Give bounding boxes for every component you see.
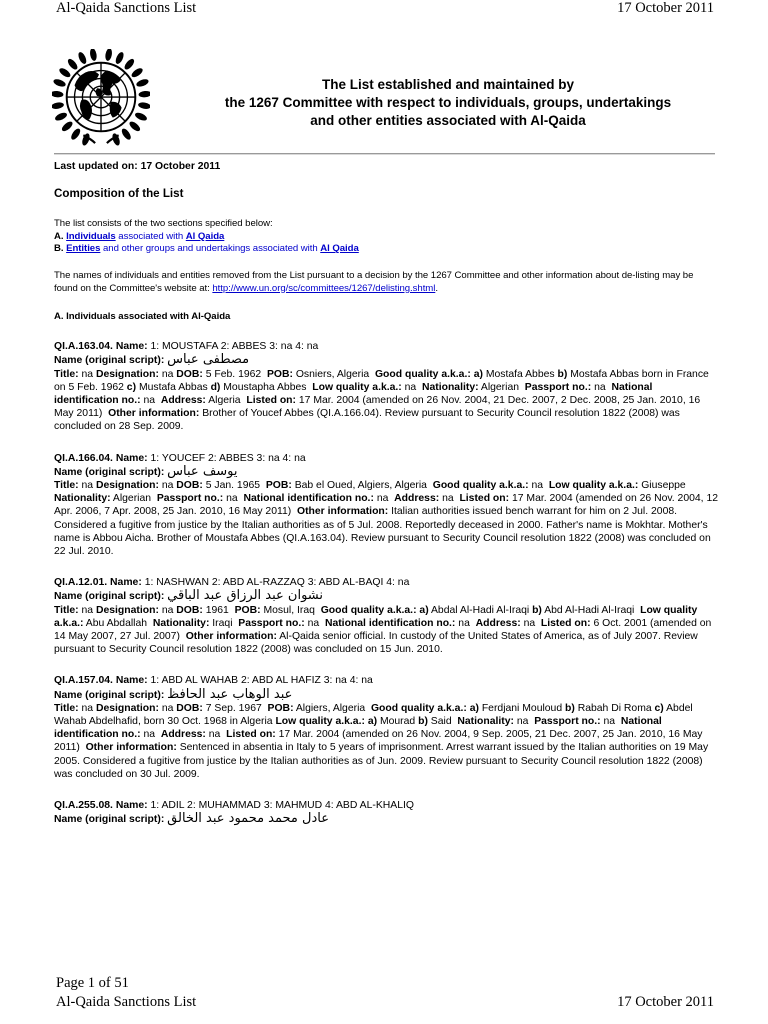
- entry-qi-a-163-04: [54, 340, 718, 433]
- entry-original-script-line: [54, 812, 718, 826]
- composition-heading: Composition of the List: [54, 187, 184, 201]
- dob-value: 5 Jan. 1965: [205, 480, 261, 492]
- passport-label: Passport no.:: [524, 381, 592, 393]
- entry-original-script-line: [54, 688, 718, 702]
- nationality-label: Nationality:: [54, 493, 111, 505]
- page-number: Page 1 of 51: [56, 975, 129, 991]
- entry-name-line: [54, 452, 718, 465]
- entry-qi-a-12-01: [54, 576, 718, 656]
- section-a-line: [54, 231, 718, 243]
- aka-letter: c): [654, 702, 664, 714]
- title-value: na: [81, 368, 94, 380]
- original-script-label: Name (original script):: [54, 466, 165, 478]
- low-aka-label: Low quality a.k.a.:: [548, 480, 639, 492]
- address-value: na: [442, 493, 454, 505]
- aka-letter: a): [469, 702, 479, 714]
- listed-on-label: Listed on:: [459, 493, 510, 505]
- low-aka-value: na: [404, 381, 417, 393]
- address-label: Address:: [160, 395, 206, 406]
- address-value: na: [208, 729, 221, 741]
- title-label: Title:: [54, 480, 79, 492]
- entry-details: [54, 702, 718, 781]
- good-aka-value: na: [531, 480, 544, 492]
- other-info-value: Brother of Youcef Abbes (QI.A.166.04). Review pursuant to Security Council resolution 1822 (2008) was concluded on 28 Sep. 2009.: [54, 408, 680, 433]
- low-aka-label: Low quality a.k.a.:: [312, 381, 402, 393]
- other-info-label: Other information:: [85, 742, 177, 754]
- listed-on-label: Listed on:: [246, 395, 296, 406]
- national-id-value: na: [458, 617, 470, 629]
- composition-block: [54, 218, 718, 255]
- designation-label: Designation:: [95, 702, 159, 714]
- title-label: Title:: [54, 702, 79, 714]
- other-info-value: Al-Qaida senior official. In custody of the United States of America, as of July 2007. Review pursuant to Security Council resolution 1822 (2008) was concluded on 15 Jun. 2010.: [54, 631, 698, 656]
- aka-value: Mourad: [379, 716, 416, 728]
- entry-original-script-line: [54, 353, 718, 367]
- individuals-link[interactable]: Individuals: [66, 230, 116, 242]
- entry-details: [54, 479, 718, 558]
- designation-label: Designation:: [95, 480, 159, 492]
- title-line-1: The List established and maintained by: [321, 77, 575, 92]
- title-label: Title:: [54, 368, 79, 380]
- national-id-label: National identification no.:: [243, 493, 374, 505]
- title-value: na: [81, 702, 94, 714]
- dob-label: DOB:: [176, 604, 203, 616]
- name-label: Name:: [115, 452, 148, 464]
- address-value: Algeria: [208, 395, 241, 406]
- entry-qi-a-255-08: [54, 799, 718, 826]
- delisting-paragraph: [54, 270, 718, 295]
- entry-qi-a-157-04: [54, 674, 718, 781]
- listed-on-label: Listed on:: [226, 729, 276, 741]
- pob-label: POB:: [234, 604, 261, 616]
- nationality-value: na: [516, 716, 529, 728]
- entry-details: [54, 604, 718, 657]
- entry-name: 1: ABD AL WAHAB 2: ABD AL HAFIZ 3: na 4: na: [150, 675, 373, 687]
- listed-on-value: 17 Mar. 2004 (amended on 26 Nov. 2004, 21 Dec. 2007, 2 Dec. 2008, 25 Jan. 2010, 16 May 2011): [54, 395, 701, 420]
- entry-original-script-line: [54, 465, 718, 479]
- passport-label: Passport no.:: [534, 716, 601, 728]
- pob-value: Mosul, Iraq: [263, 604, 315, 616]
- low-aka-value: Giuseppe: [641, 480, 686, 492]
- entry-name: 1: NASHWAN 2: ABD AL-RAZZAQ 3: ABD AL-BAQI 4: na: [144, 577, 410, 589]
- dob-value: 7 Sep. 1967: [205, 702, 262, 714]
- designation-value: na: [161, 604, 174, 616]
- other-info-label: Other information:: [108, 408, 200, 420]
- last-updated: Last updated on: 17 October 2011: [54, 161, 221, 172]
- designation-label: Designation:: [95, 368, 159, 380]
- section-a-mid-text[interactable]: associated with: [115, 230, 186, 242]
- designation-value: na: [161, 368, 174, 380]
- dob-value: 5 Feb. 1962: [205, 368, 262, 380]
- nationality-value: Iraqi: [212, 617, 233, 629]
- document-title: [178, 76, 718, 130]
- entry-name: 1: YOUCEF 2: ABBES 3: na 4: na: [150, 452, 306, 464]
- aka-letter: b): [418, 716, 428, 728]
- listed-on-label: Listed on:: [540, 617, 591, 629]
- name-label: Name:: [110, 577, 142, 589]
- entry-ref: QI.A.163.04.: [54, 341, 113, 353]
- entry-name-line: [54, 674, 718, 687]
- pob-value: Bab el Oued, Algiers, Algeria: [294, 480, 427, 492]
- dob-label: DOB:: [176, 702, 203, 714]
- section-b-letter: B.: [54, 243, 64, 254]
- entry-name-line: [54, 340, 718, 353]
- aka-letter: b): [532, 604, 542, 616]
- low-aka-label: Low quality a.k.a.:: [54, 604, 698, 629]
- national-id-label: National identification no.:: [54, 716, 662, 741]
- passport-label: Passport no.:: [238, 617, 305, 629]
- national-id-value: na: [376, 493, 389, 505]
- footer-document-title: Al-Qaida Sanctions List: [56, 994, 197, 1010]
- listed-on-value: 17 Mar. 2004 (amended on 26 Nov. 2004, 9 Sep. 2005, 21 Dec. 2007, 25 Jan. 2010, 16 May 2011): [54, 729, 703, 754]
- listed-on-value: 17 Mar. 2004 (amended on 26 Nov. 2004, 12 Apr. 2006, 7 Apr. 2008, 25 Jan. 2010, 16 May 2011): [54, 493, 718, 518]
- original-script-label: Name (original script):: [54, 355, 165, 367]
- national-id-label: National identification no.:: [54, 381, 653, 406]
- good-aka-label: Good quality a.k.a.:: [320, 604, 417, 616]
- original-script-label: Name (original script):: [54, 814, 165, 826]
- entry-name-line: [54, 799, 718, 812]
- horizontal-rule: [54, 153, 715, 155]
- original-script-label: Name (original script):: [54, 689, 165, 701]
- entry-name: 1: MOUSTAFA 2: ABBES 3: na 4: na: [150, 341, 319, 353]
- entry-original-script-line: [54, 589, 718, 603]
- pob-value: Osniers, Algeria: [295, 368, 370, 380]
- name-label: Name:: [115, 675, 148, 687]
- nationality-value: Algerian: [112, 493, 152, 505]
- aka-letter: b): [557, 368, 568, 380]
- low-aka-value: Abu Abdallah: [85, 617, 148, 629]
- section-a-letter: A.: [54, 230, 64, 242]
- listed-on-value: 6 Oct. 2001 (amended on 14 May 2007, 27 Jul. 2007): [54, 617, 712, 643]
- aka-value: Abdel Wahab Abdelhafid, born 30 Oct. 1968 in Algeria: [54, 702, 693, 728]
- address-label: Address:: [475, 617, 521, 629]
- entry-arabic-name: عبد الوهاب عبد الحافظ: [167, 686, 293, 702]
- al-qaida-link-b[interactable]: Al Qaida: [320, 243, 359, 254]
- aka-value: Rabah Di Roma: [577, 702, 652, 714]
- dob-label: DOB:: [176, 480, 203, 492]
- address-value: na: [523, 617, 536, 629]
- section-b-line: [54, 243, 718, 255]
- entry-name-line: [54, 576, 718, 589]
- other-info-value: Sentenced in absentia in Italy to 5 years of imprisonment. Arrest warrant issued by the Italian authorities on 19 May 2005. Considered a fugitive from justice by the Italian authorities as of Jun. 2009. Review pursuant to Security Council resolution 1822 (2008) was concluded on 30 Jul. 2009.: [54, 742, 709, 780]
- aka-value: Said: [430, 716, 452, 728]
- entry-details: [54, 368, 718, 434]
- aka-value: Mustafa Abbas: [138, 381, 208, 393]
- aka-letter: d): [210, 381, 221, 393]
- aka-letter: a): [419, 604, 429, 616]
- entities-link[interactable]: Entities: [66, 243, 101, 254]
- delisting-end: .: [435, 282, 438, 294]
- passport-value: na: [603, 716, 616, 728]
- entry-name: 1: ADIL 2: MUHAMMAD 3: MAHMUD 4: ABD AL-KHALIQ: [150, 800, 414, 812]
- name-label: Name:: [115, 341, 148, 353]
- original-script-label: Name (original script):: [54, 591, 165, 603]
- entry-ref: QI.A.12.01.: [54, 577, 108, 589]
- un-emblem-logo: [52, 49, 150, 147]
- aka-value: Mostafa Abbes: [485, 368, 555, 380]
- other-info-label: Other information:: [185, 631, 277, 643]
- aka-letter: b): [565, 702, 575, 714]
- pob-value: Algiers, Algeria: [295, 702, 366, 714]
- entry-arabic-name: عادل محمد محمود عبد الخالق: [167, 811, 329, 827]
- passport-value: na: [307, 617, 320, 629]
- name-label: Name:: [115, 800, 148, 812]
- passport-value: na: [226, 493, 238, 505]
- nationality-label: Nationality:: [421, 381, 479, 393]
- composition-intro: The list consists of the two sections specified below:: [54, 218, 273, 230]
- header-date: 17 October 2011: [617, 0, 714, 16]
- page-footer: [0, 994, 768, 1014]
- entry-arabic-name: نشوان عبد الرزاق عبد الباقي: [167, 588, 324, 604]
- dob-value: 1961: [205, 604, 229, 616]
- section-a-heading: A. Individuals associated with Al-Qaida: [54, 310, 231, 322]
- national-id-label: National identification no.:: [324, 617, 456, 629]
- title-line-3: and other entities associated with Al-Qaida: [310, 113, 586, 128]
- aka-letter: a): [367, 716, 378, 728]
- other-info-label: Other information:: [297, 506, 389, 518]
- nationality-value: Algerian: [480, 381, 520, 393]
- aka-value: Ferdjani Mouloud: [481, 702, 563, 714]
- address-label: Address:: [394, 493, 440, 505]
- nationality-label: Nationality:: [152, 617, 210, 629]
- document-body: [54, 159, 718, 826]
- other-info-value: Italian authorities issued bench warrant for him on 2 Jul. 2008. Considered a fugitive from justice by the Italian authorities as of 5 Jul. 2008. Reportedly deceased in 2000. Father's name is Mokhtar. Mother's name is Abbou Aicha. Brother of Moustafa Abbes (QI.A.163.04). Review pursuant to Security Council resolution 1822 (2008) was concluded on 22 Jul. 2010.: [54, 506, 711, 558]
- pob-label: POB:: [267, 702, 294, 714]
- aka-value: Abdal Al-Hadi Al-Iraqi: [431, 604, 530, 616]
- footer-date: 17 October 2011: [617, 994, 714, 1010]
- pob-label: POB:: [266, 368, 293, 380]
- title-label: Title:: [54, 604, 79, 616]
- entry-ref: QI.A.157.04.: [54, 675, 113, 687]
- title-line-2: the 1267 Committee with respect to individuals, groups, undertakings: [224, 95, 672, 110]
- entry-ref: QI.A.166.04.: [54, 452, 113, 464]
- entry-ref: QI.A.255.08.: [54, 800, 113, 812]
- delisting-text: The names of individuals and entities removed from the List pursuant to a decision by the 1267 Committee and other information about de-listing may be found on the Committee's website at:: [54, 270, 694, 294]
- entry-arabic-name: يوسف عباس: [167, 463, 238, 479]
- address-label: Address:: [160, 729, 206, 741]
- aka-value: Mostafa Abbas born in France on 5 Feb. 1962: [54, 368, 709, 393]
- title-value: na: [81, 604, 94, 616]
- aka-letter: a): [473, 368, 483, 380]
- al-qaida-link-a[interactable]: Al Qaida: [185, 230, 225, 242]
- good-aka-label: Good quality a.k.a.:: [370, 702, 467, 714]
- aka-value: Abd Al-Hadi Al-Iraqi: [544, 604, 635, 616]
- national-id-value: na: [143, 729, 156, 741]
- passport-label: Passport no.:: [156, 493, 224, 505]
- pob-label: POB:: [265, 480, 292, 492]
- passport-value: na: [594, 381, 606, 393]
- delisting-url-link[interactable]: http://www.un.org/sc/committees/1267/delisting.shtml: [212, 282, 436, 294]
- designation-value: na: [161, 702, 174, 714]
- section-b-mid-text[interactable]: and other groups and undertakings associated with: [100, 243, 321, 254]
- low-aka-label: Low quality a.k.a.:: [275, 716, 365, 728]
- aka-value: Moustapha Abbes: [223, 381, 307, 393]
- header-document-title: Al-Qaida Sanctions List: [56, 0, 197, 16]
- nationality-label: Nationality:: [457, 716, 514, 728]
- entry-arabic-name: مصطفى عباس: [167, 352, 250, 368]
- designation-label: Designation:: [95, 604, 159, 616]
- designation-value: na: [161, 480, 174, 492]
- aka-letter: c): [126, 381, 137, 393]
- title-value: na: [81, 480, 94, 492]
- entry-qi-a-166-04: [54, 452, 718, 559]
- good-aka-label: Good quality a.k.a.:: [432, 480, 529, 492]
- national-id-value: na: [143, 395, 156, 406]
- page-header: [0, 0, 768, 20]
- dob-label: DOB:: [176, 368, 203, 380]
- good-aka-label: Good quality a.k.a.:: [374, 368, 471, 380]
